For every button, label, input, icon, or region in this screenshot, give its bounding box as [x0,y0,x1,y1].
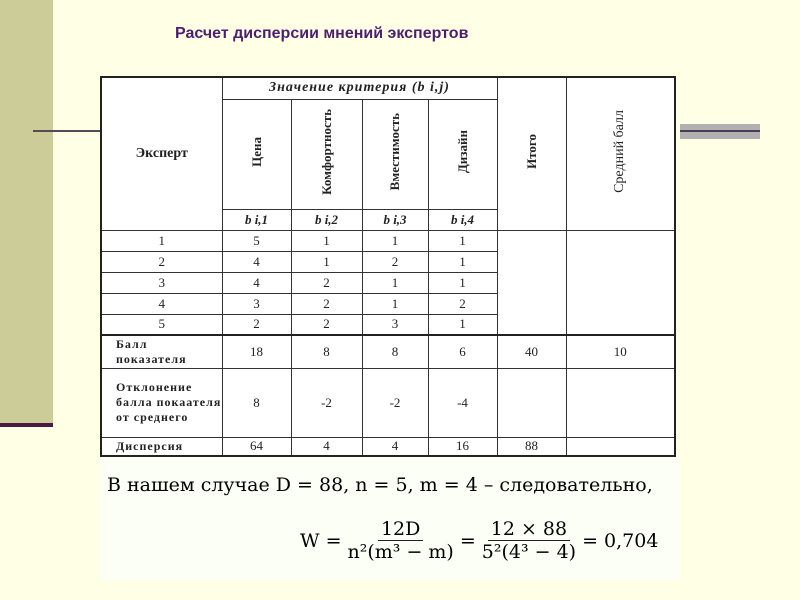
value-cell: 3 [362,314,428,335]
criteria-header: Значение критерия (b i,j) [222,77,497,99]
decorative-line [33,130,100,132]
total-header: Итого [523,134,539,170]
fraction-general [348,518,454,563]
value-cell: -2 [291,368,362,437]
decorative-left-panel [0,0,53,425]
score-row [101,335,675,368]
formula-result: = 0,704 [582,529,659,552]
decorative-right-bar [680,124,760,139]
value-cell: 2 [362,251,428,272]
total-empty-cell [497,230,566,335]
variance-label: Дисперсия [101,437,222,456]
criterion-header [362,99,428,209]
criterion-header [428,99,497,209]
value-cell: 1 [362,293,428,314]
value-cell: 1 [291,251,362,272]
empty-cell [566,437,675,456]
value-cell: 1 [428,314,497,335]
formula-lhs: W = [300,529,342,552]
value-cell: 2 [291,272,362,293]
empty-cell [497,368,566,437]
expert-cell: 3 [101,272,222,293]
value-cell: 64 [222,437,291,456]
numerator: 12D [378,518,423,541]
value-cell: 8 [362,335,428,368]
deviation-row [101,368,675,437]
denominator: 5²(4³ − 4) [481,541,577,563]
value-cell: -4 [428,368,497,437]
expert-table [100,76,676,457]
criterion-header [291,99,362,209]
expert-cell: 2 [101,251,222,272]
value-cell: 1 [362,230,428,251]
fraction-numeric [482,518,576,563]
avg-header-cell [566,77,675,230]
criterion-label: Вместимость [387,113,402,191]
value-cell: 2 [291,293,362,314]
symbol-cell: b i,4 [428,209,497,230]
value-cell: 2 [222,314,291,335]
value-cell: 2 [428,293,497,314]
value-cell: 1 [362,272,428,293]
value-cell: 2 [291,314,362,335]
expert-cell: 5 [101,314,222,335]
value-cell: 1 [291,230,362,251]
criterion-label: Дизайн [454,130,470,174]
symbol-cell: b i,3 [362,209,428,230]
value-cell: 4 [222,272,291,293]
criterion-label: Комфортность [318,109,334,195]
total-cell: 40 [497,335,566,368]
value-cell: 8 [291,335,362,368]
value-cell: 4 [362,437,428,456]
symbol-cell: b i,1 [222,209,291,230]
total-header-cell [497,77,566,230]
criterion-label: Цена [248,137,264,167]
value-cell: 5 [222,230,291,251]
value-cell: 3 [222,293,291,314]
equals-sign: = [459,529,476,552]
value-cell: 8 [222,368,291,437]
symbol-cell: b i,2 [291,209,362,230]
expert-cell: 4 [101,293,222,314]
value-cell: 1 [428,230,497,251]
avg-header: Средний балл [612,110,628,194]
value-cell: 1 [428,251,497,272]
value-cell: -2 [362,368,428,437]
total-cell: 88 [497,437,566,456]
expert-header: Эксперт [101,77,222,230]
value-cell: 4 [222,251,291,272]
expert-cell: 1 [101,230,222,251]
value-cell: 4 [291,437,362,456]
value-cell: 16 [428,437,497,456]
value-cell: 1 [428,272,497,293]
criterion-header [222,99,291,209]
avg-cell: 10 [566,335,675,368]
value-cell: 18 [222,335,291,368]
score-label: Балл показателя [101,335,222,368]
value-cell: 6 [428,335,497,368]
formula-intro: В нашем случае D = 88, n = 5, m = 4 – следовательно, [107,474,653,496]
table-row [101,230,675,251]
formula-box [100,458,680,580]
avg-empty-cell [566,230,675,335]
slide-title: Расчет дисперсии мнений экспертов [175,25,469,42]
decorative-left-underline [0,423,53,427]
numerator: 12 × 88 [488,518,570,541]
denominator: n²(m³ − m) [347,541,454,563]
variance-row [101,437,675,456]
empty-cell [566,368,675,437]
formula-equation [300,518,658,563]
deviation-label: Отклонение балла покаателя от среднего [101,368,222,437]
